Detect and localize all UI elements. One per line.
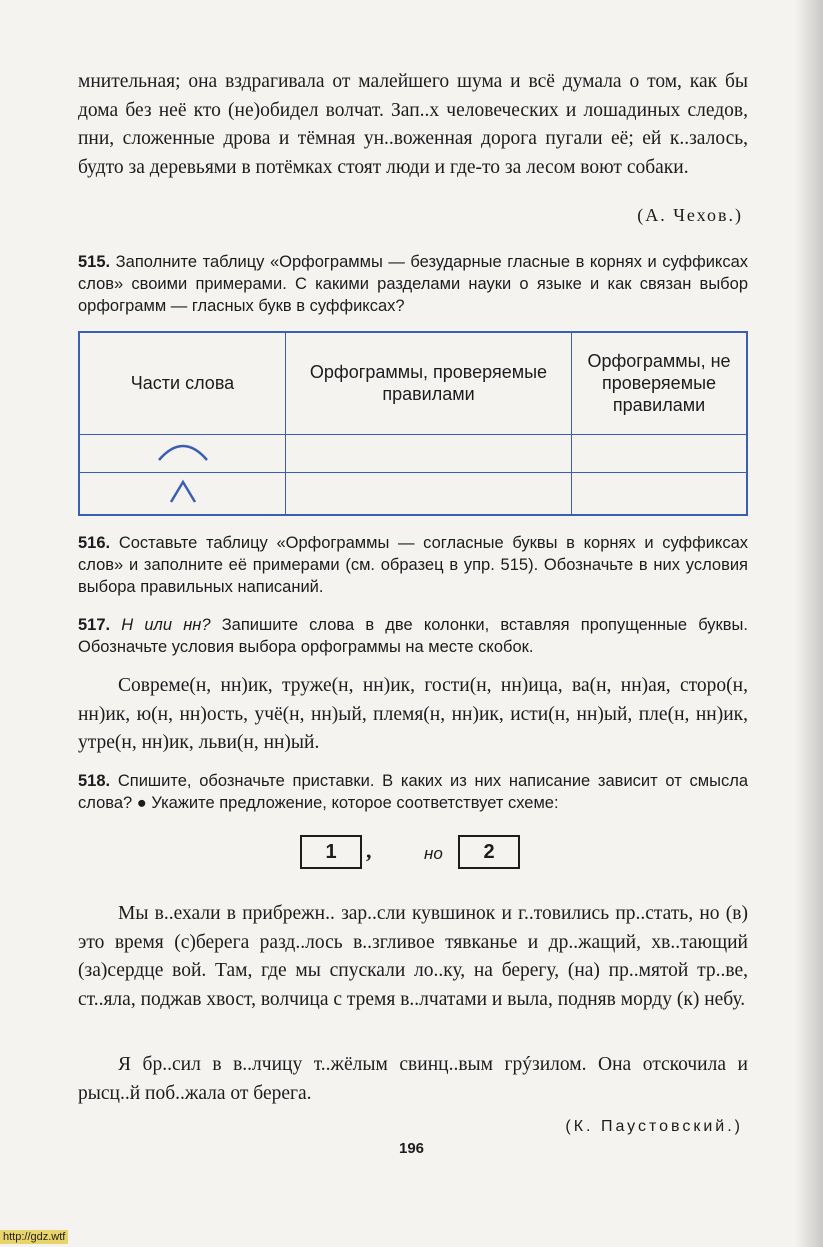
orthogram-table [78,331,748,516]
scheme-box-1: 1 [300,835,362,869]
exercise-516 [78,532,748,598]
exercise-515 [78,251,748,317]
exercise-516-text: Составьте таблицу «Орфограммы — согласные буквы в корнях и суффиксах слов» и заполните её примерами (см. образец в упр. 515). Обозначьте в них условия выбора правильных написаний. [78,534,748,596]
exercise-517-words: Совреме(н, нн)ик, труже(н, нн)ик, гости(н, нн)ица, ва(н, нн)ая, сторо(н, нн)ик, ю(н, нн)ость, учё(н, нн)ый, племя(н, нн)ик, исти(н, нн)ый, пле(н, нн)ик, утре(н, нн)ик, льви(н, нн)ый. [78,675,748,753]
page-number: 196 [398,1140,425,1157]
table-cell-empty [572,434,748,472]
table-cell-empty [286,434,572,472]
table-cell-root-icon [79,434,286,472]
exercise-515-number: 515. [78,253,111,271]
exercise-516-number: 516. [78,534,111,552]
root-arc-icon [153,438,213,464]
table-header-checked: Орфограммы, проверяемые правилами [286,332,572,434]
exercise-518-attribution: (К. Паустовский.) [565,1118,743,1135]
table-header-parts: Части слова [79,332,286,434]
watermark-link[interactable]: http://gdz.wtf [0,1230,68,1244]
scheme-box-2: 2 [458,835,520,869]
exercise-515-text: Заполните таблицу «Орфограммы — безударные гласные в корнях и суффиксах слов» своими примерами. С какими разделами науки о языке и как связан выбор орфограмм — гласных букв в суффиксах? [78,253,748,315]
exercise-518-number: 518. [78,772,111,790]
intro-attribution: (А. Чехов.) [637,205,743,225]
exercise-517 [78,614,748,658]
exercise-518-paragraph-1: Мы в..ехали в прибрежн.. зар..сли кувшинок и г..товились пр..стать, но (в) это время (с)берега разд..лось в..згливое тявканье и др..жащий, хв..тающий (за)сердце вой. Там, где мы спускали ло..ку, на берегу, (на) пр..мятой тр..ве, ст..яла, поджав хвост, волчица с тремя в..лчатами и выла, подняв морду (к) небу. [78,903,748,1010]
exercise-518 [78,770,748,814]
table-cell-empty [572,472,748,515]
suffix-caret-icon [163,476,203,506]
table-header-unchecked: Орфограммы, не проверяемые правилами [572,332,748,434]
page-edge-shadow [795,0,823,1247]
exercise-517-text: Запишите слова в две колонки, вставляя пропущенные буквы. Обозначьте условия выбора орфограммы на месте скобок. [78,616,748,656]
exercise-518-paragraph-2: Я бр..сил в в..лчицу т..жёлым свинц..вым грýзилом. Она отскочила и рысц..й поб..жала от берега. [78,1054,748,1104]
table-cell-empty [286,472,572,515]
intro-paragraph: мнительная; она вздрагивала от малейшего шума и всё думала о том, как бы дома без неё кто (не)обидел волчат. Зап..х человеческих и лошадиных следов, пни, сложенные дрова и тёмная ун..воженная дорога пугали её; ей к..залось, будто за деревьями в потёмках стоят люди и где-то за лесом воют собаки. [78,71,748,178]
exercise-517-letters: Н или нн? [121,616,211,634]
exercise-518-text-before: Спишите, обозначьте приставки. В каких из них написание зависит от смысла слова? [78,772,749,812]
scheme-comma: , [366,838,372,863]
exercise-517-number: 517. [78,616,111,634]
scheme-conjunction: но [424,844,443,863]
bullet-icon: ● [136,794,147,812]
exercise-518-text-after: Укажите предложение, которое соответствует схеме: [151,794,559,812]
table-cell-suffix-icon [79,472,286,515]
